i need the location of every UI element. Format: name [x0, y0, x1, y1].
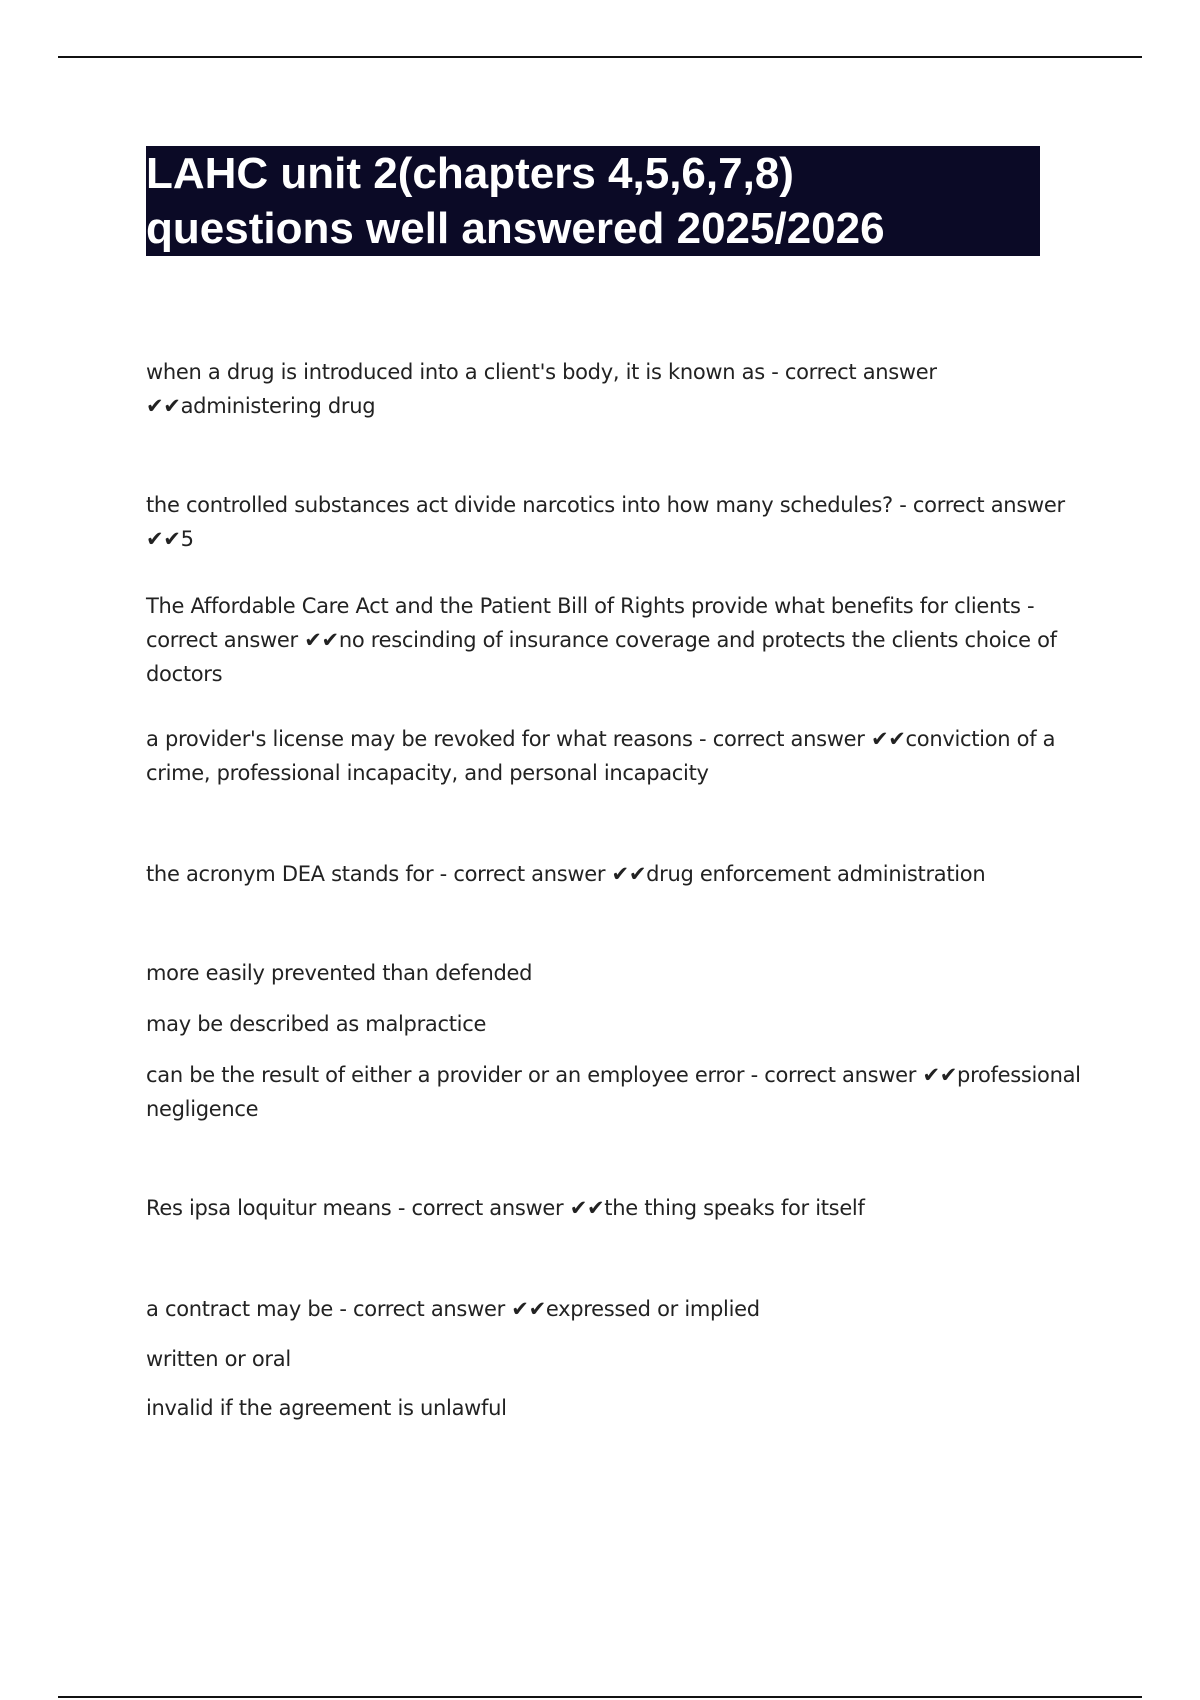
qa-paragraph: a provider's license may be revoked for what reasons - correct answer ✔✔conviction of a crime, professional incapacity, and personal incapacity	[146, 727, 1056, 785]
qa-paragraph: written or oral	[146, 1347, 291, 1371]
qa-paragraph: can be the result of either a provider or an employee error - correct answer ✔✔professional negligence	[146, 1063, 1081, 1121]
qa-paragraph: may be described as malpractice	[146, 1012, 487, 1036]
header-rule	[58, 56, 1142, 58]
qa-paragraph: The Affordable Care Act and the Patient Bill of Rights provide what benefits for clients - correct answer ✔✔no rescinding of insurance coverage and protects the clients choice of doctors	[146, 594, 1057, 686]
qa-paragraph: invalid if the agreement is unlawful	[146, 1396, 507, 1420]
qa-paragraph: the acronym DEA stands for - correct answer ✔✔drug enforcement administration	[146, 862, 986, 886]
footer-rule	[58, 1696, 1142, 1698]
qa-paragraph: the controlled substances act divide narcotics into how many schedules? - correct answer ✔✔5	[146, 493, 1065, 551]
document-title-line-1: LAHC unit 2(chapters 4,5,6,7,8)	[146, 149, 794, 198]
qa-paragraph: more easily prevented than defended	[146, 961, 533, 985]
qa-paragraph: Res ipsa loquitur means - correct answer ✔✔the thing speaks for itself	[146, 1196, 865, 1220]
qa-paragraph: when a drug is introduced into a client's body, it is known as - correct answer ✔✔administering drug	[146, 360, 937, 418]
qa-paragraph: a contract may be - correct answer ✔✔expressed or implied	[146, 1297, 760, 1321]
document-title-banner	[146, 146, 1040, 256]
document-title-line-2: questions well answered 2025/2026	[146, 204, 885, 253]
